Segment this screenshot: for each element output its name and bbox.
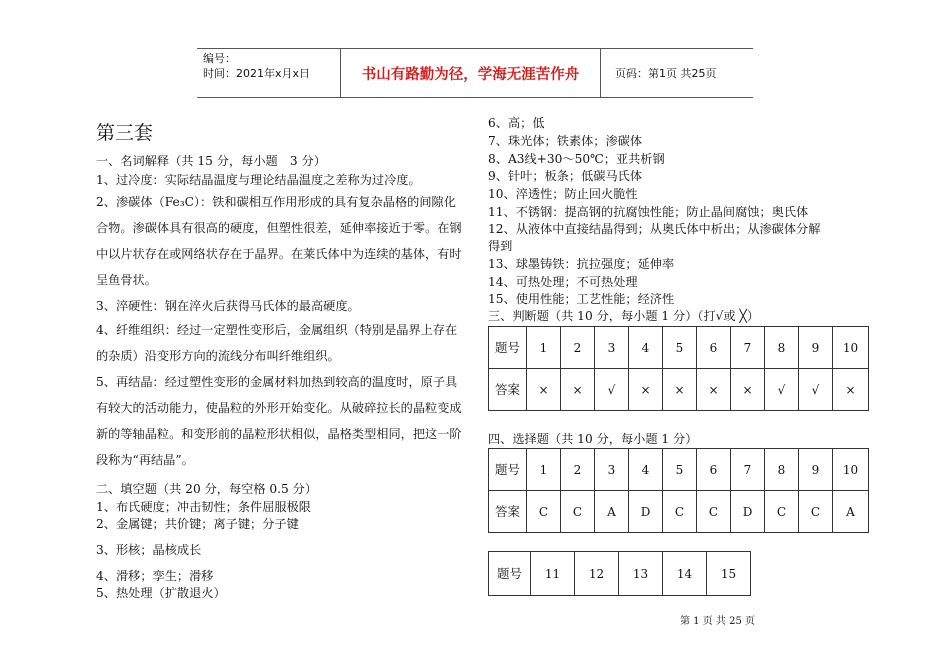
choice-number-cell: 1 xyxy=(527,449,561,491)
judgement-answer-cell: × xyxy=(731,369,765,411)
choice-extra-number-cell: 13 xyxy=(619,552,663,596)
set-title: 第三套 xyxy=(96,122,154,144)
choice-answer-cell: C xyxy=(765,491,799,533)
choice-number-label: 题号 xyxy=(489,449,527,491)
choice-answer-cell: C xyxy=(799,491,833,533)
section1-item-4: 4、纤维组织：经过一定塑性变形后，金属组织（特别是晶界上存在的杂质）沿变形方向的流线分布叫纤维组织。 xyxy=(96,323,458,363)
choice-number-cell: 2 xyxy=(561,449,595,491)
judgement-answer-cell: × xyxy=(697,369,731,411)
judgement-answer-cell: × xyxy=(629,369,663,411)
judgement-answer-cell: × xyxy=(663,369,697,411)
judgement-answer-cell: √ xyxy=(595,369,629,411)
section1-title: 一、名词解释（共 15 分，每小题 3 分） xyxy=(96,154,326,168)
choice-extra-row xyxy=(489,552,751,596)
section1-item-1: 1、过冷度：实际结晶温度与理论结晶温度之差称为过冷度。 xyxy=(96,173,421,187)
header-meta xyxy=(197,49,340,97)
choice-number-cell: 7 xyxy=(731,449,765,491)
choice-answer-cell: A xyxy=(833,491,869,533)
section2-left-item-1: 1、布氏硬度；冲击韧性；条件屈服极限 xyxy=(96,500,311,514)
choice-extra-number-cell: 12 xyxy=(575,552,619,596)
choice-answer-row xyxy=(489,491,869,533)
page-header xyxy=(197,48,753,98)
section2-right-item-12-cont: 得到 xyxy=(488,239,513,253)
choice-answer-cell: C xyxy=(663,491,697,533)
judgement-number-cell: 4 xyxy=(629,327,663,369)
section4-title: 四、选择题（共 10 分，每小题 1 分） xyxy=(488,432,698,446)
judgement-number-cell: 7 xyxy=(731,327,765,369)
judgement-answer-label: 答案 xyxy=(489,369,527,411)
choice-extra-table xyxy=(488,551,751,596)
section2-right-item-11: 11、不锈钢：提高钢的抗腐蚀性能；防止晶间腐蚀；奥氏体 xyxy=(488,205,809,219)
section2-left-item-4: 4、滑移；孪生；滑移 xyxy=(96,569,214,583)
header-number-label: 编号： xyxy=(203,52,236,65)
choice-answer-cell: C xyxy=(527,491,561,533)
section2-left-item-5: 5、热处理（扩散退火） xyxy=(96,586,226,600)
judgement-number-cell: 3 xyxy=(595,327,629,369)
judgement-number-cell: 10 xyxy=(833,327,869,369)
header-page-info: 页码：第1页 共25页 xyxy=(615,67,717,80)
section2-right-item-14: 14、可热处理；不可热处理 xyxy=(488,275,638,289)
judgement-number-cell: 5 xyxy=(663,327,697,369)
section2-right-item-9: 9、针叶；板条；低碳马氏体 xyxy=(488,169,643,183)
section2-right-item-7: 7、珠光体；铁素体；渗碳体 xyxy=(488,134,643,148)
choice-number-cell: 4 xyxy=(629,449,663,491)
judgement-number-cell: 6 xyxy=(697,327,731,369)
judgement-answer-cell: × xyxy=(833,369,869,411)
choice-extra-number-cell: 11 xyxy=(531,552,575,596)
section2-right-item-12: 12、从液体中直接结晶得到；从奥氏体中析出；从渗碳体分解 xyxy=(488,222,821,236)
choice-answer-cell: D xyxy=(629,491,663,533)
choice-number-row xyxy=(489,449,869,491)
choice-number-cell: 8 xyxy=(765,449,799,491)
judgement-answer-cell: √ xyxy=(765,369,799,411)
section3-title: 三、判断题（共 10 分，每小题 1 分）（打√或 ╳） xyxy=(488,309,760,323)
choice-answer-cell: C xyxy=(561,491,595,533)
section2-right-item-8: 8、A3线+30～50℃；亚共析钢 xyxy=(488,152,665,166)
judgement-number-row xyxy=(489,327,869,369)
judgement-answer-row xyxy=(489,369,869,411)
choice-answer-cell: A xyxy=(595,491,629,533)
judgement-number-cell: 2 xyxy=(561,327,595,369)
section2-left-item-3: 3、形核；晶核成长 xyxy=(96,543,202,557)
choice-answer-cell: C xyxy=(697,491,731,533)
choice-number-cell: 5 xyxy=(663,449,697,491)
section2-right-item-15: 15、使用性能；工艺性能；经济性 xyxy=(488,292,675,306)
choice-number-cell: 6 xyxy=(697,449,731,491)
section1-item-2: 2、渗碳体（Fe₃C）：铁和碳相互作用形成的具有复杂晶格的间隙化合物。渗碳体具有很高的硬度，但塑性很差，延伸率接近于零。在钢中以片状存在或网络状存在于晶界。在莱氏体中为连续的基体，有时呈鱼骨状。 xyxy=(96,195,462,287)
choice-number-cell: 3 xyxy=(595,449,629,491)
choice-extra-number-cell: 15 xyxy=(707,552,751,596)
section2-right-item-13: 13、球墨铸铁：抗拉强度；延伸率 xyxy=(488,257,675,271)
section1-item-3: 3、淬硬性：钢在淬火后获得马氏体的最高硬度。 xyxy=(96,299,360,313)
section2-right-item-10: 10、淬透性；防止回火脆性 xyxy=(488,187,638,201)
header-date: 时间：2021年x月x日 xyxy=(203,67,311,80)
section2-title: 二、填空题（共 20 分，每空格 0.5 分） xyxy=(96,482,318,496)
choice-number-cell: 10 xyxy=(833,449,869,491)
choice-table xyxy=(488,448,869,533)
section1-item-5: 5、再结晶：经过塑性变形的金属材料加热到较高的温度时，原子具有较大的活动能力，使晶粒的外形开始变化。从破碎拉长的晶粒变成新的等轴晶粒。和变形前的晶粒形状相似，晶格类型相同，把这一阶段称为“再结晶”。 xyxy=(96,375,462,467)
header-motto: 书山有路勤为径，学海无涯苦作舟 xyxy=(340,49,601,97)
choice-extra-label: 题号 xyxy=(489,552,531,596)
section2-left-item-2: 2、金属键；共价键；离子键；分子键 xyxy=(96,517,299,531)
choice-answer-label: 答案 xyxy=(489,491,527,533)
judgement-answer-cell: × xyxy=(561,369,595,411)
page-footer: 第 1 页 共 25 页 xyxy=(680,616,755,627)
judgement-answer-cell: √ xyxy=(799,369,833,411)
judgement-number-label: 题号 xyxy=(489,327,527,369)
judgement-answer-cell: × xyxy=(527,369,561,411)
section2-right-item-6: 6、高；低 xyxy=(488,116,545,130)
judgement-number-cell: 1 xyxy=(527,327,561,369)
judgement-table xyxy=(488,326,869,411)
judgement-number-cell: 8 xyxy=(765,327,799,369)
choice-extra-number-cell: 14 xyxy=(663,552,707,596)
choice-number-cell: 9 xyxy=(799,449,833,491)
judgement-number-cell: 9 xyxy=(799,327,833,369)
choice-answer-cell: D xyxy=(731,491,765,533)
